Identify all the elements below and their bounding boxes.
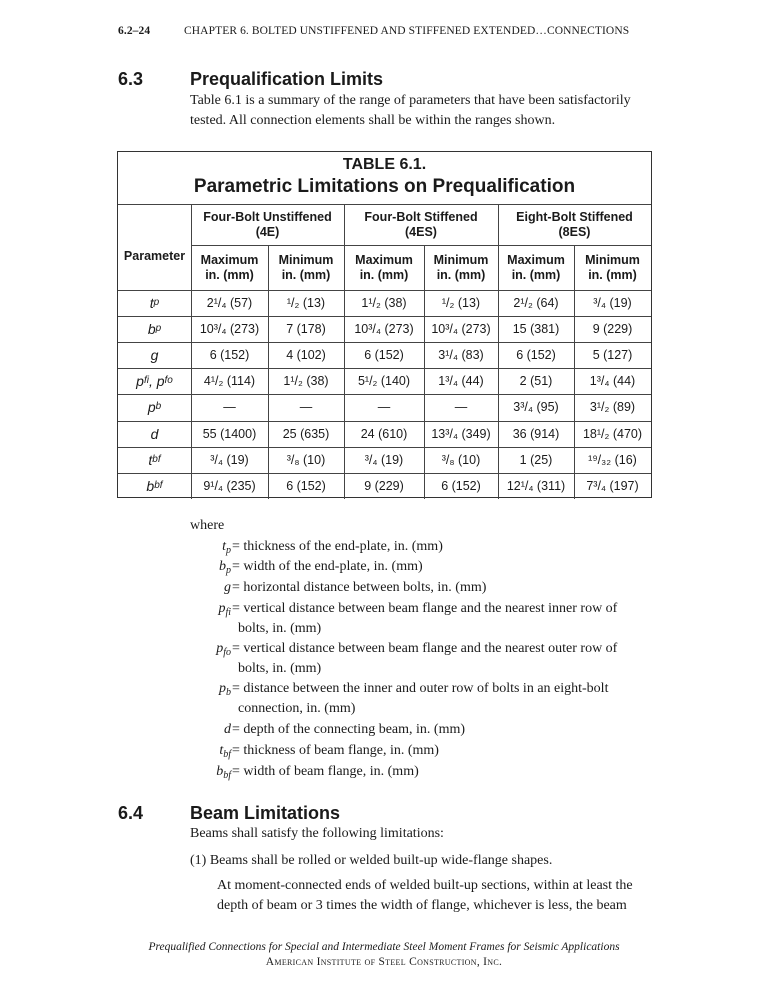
group-header-code: (8ES) <box>558 224 591 239</box>
symbol: d <box>150 425 159 442</box>
section-paragraph: At moment-connected ends of welded built-up sections, within at least the depth of beam or 3 times the width of flange, whichever is less, the beam <box>217 878 633 913</box>
table-cell: 5 (127) <box>592 348 633 363</box>
column-header-type: Maximum <box>355 252 413 267</box>
column-header <box>424 247 498 288</box>
parameter-symbol: p fi , p fo <box>136 373 173 390</box>
definition-line-2: bolts, in. (mm) <box>238 660 322 676</box>
equals-sign: = <box>232 580 244 595</box>
equals-sign: = <box>232 743 244 758</box>
column-header-unit: in. (mm) <box>281 267 331 282</box>
group-header-code: (4E) <box>255 224 280 239</box>
parametric-table <box>117 151 652 498</box>
definition-symbol: d <box>224 722 231 737</box>
table-cell: 36 (914) <box>512 426 560 441</box>
table-cell: 24 (610) <box>360 426 408 441</box>
table-cell: 4¹/₂ (114) <box>203 374 256 389</box>
column-header-type: Minimum <box>585 252 640 267</box>
definition-symbol: $p_{fo}$ <box>216 641 231 658</box>
table-cell: ³/₈ (10) <box>441 452 481 467</box>
equals-sign: = <box>232 559 244 574</box>
table-cell: ³/₄ (19) <box>210 452 249 467</box>
table-cell: 2 (51) <box>519 374 553 389</box>
table-cell: ¹⁹/₃₂ (16) <box>588 452 637 467</box>
definition-text <box>232 741 662 761</box>
table-cell: 6 (152) <box>209 348 250 363</box>
parameter-symbol: t bf <box>148 451 161 468</box>
table-cell: 18¹/₂ (470) <box>582 426 643 441</box>
page-number: 6.2–24 <box>118 25 151 37</box>
definition-line: horizontal distance between bolts, in. (mm) <box>243 580 487 595</box>
column-header <box>498 247 574 288</box>
table-cell: — <box>454 400 468 415</box>
definition-symbol: $p_{fi}$ <box>218 601 231 618</box>
definition-text <box>232 639 662 678</box>
group-header-code: (4ES) <box>405 224 437 239</box>
definition-subscript: fi <box>225 607 231 618</box>
definition-subscript: p <box>226 545 231 556</box>
table-label: TABLE 6.1. <box>342 156 427 173</box>
column-header <box>268 247 344 288</box>
table-cell: 9¹/₄ (235) <box>203 478 256 493</box>
table-cell: ³/₄ (19) <box>364 452 404 467</box>
footer-publisher: American Institute of Steel Construction, Inc. <box>265 956 503 968</box>
column-header-type: Maximum <box>507 252 565 267</box>
definition-line: distance between the inner and outer row of bolts in an eight-bolt <box>243 681 609 696</box>
column-header-type: Minimum <box>278 252 334 267</box>
table-cell: 5¹/₂ (140) <box>357 374 411 389</box>
table-cell: 2¹/₄ (57) <box>206 296 253 311</box>
table-cell: 6 (152) <box>441 478 481 493</box>
definition-text <box>232 578 662 598</box>
equals-sign: = <box>232 681 244 696</box>
parameter-header-label: Parameter <box>123 249 186 263</box>
definition-symbol: $b_{bf}$ <box>216 764 231 781</box>
table-cell: 55 (1400) <box>202 426 257 441</box>
definition-line: depth of the connecting beam, in. (mm) <box>243 722 466 737</box>
table-cell: 7 (178) <box>286 322 326 337</box>
footer-title: Prequalified Connections for Special and Intermediate Steel Moment Frames for Seismic Applications <box>148 941 620 953</box>
parameter-symbol: t p <box>149 295 160 312</box>
running-head <box>118 25 658 37</box>
parameter-symbol: p b <box>147 399 162 416</box>
table-cell: 3¹/₄ (83) <box>438 348 484 363</box>
column-header-type: Minimum <box>433 252 489 267</box>
table-cell: ¹/₂ (13) <box>441 296 481 311</box>
table-cell: 3¹/₂ (89) <box>589 400 636 415</box>
definition-line: vertical distance between beam flange and the nearest outer row of <box>243 641 618 656</box>
definition-symbol: $p_b$ <box>219 681 231 698</box>
definition-line: vertical distance between beam flange and the nearest inner row of <box>243 601 618 616</box>
chapter-title: CHAPTER 6. BOLTED UNSTIFFENED AND STIFFENED EXTENDED…CONNECTIONS <box>184 25 630 37</box>
table-rule-groups <box>191 245 651 246</box>
table-cell: 10³/₄ (273) <box>199 322 260 337</box>
definition-line: width of the end-plate, in. (mm) <box>243 559 423 574</box>
table-cell: 1 (25) <box>519 452 553 467</box>
definition-line: thickness of the end-plate, in. (mm) <box>243 539 443 554</box>
definition-subscript: bf <box>223 749 231 760</box>
column-header-unit: in. (mm) <box>588 267 637 282</box>
column-header <box>574 247 651 288</box>
definition-line-2: connection, in. (mm) <box>238 700 356 716</box>
symbol: p <box>147 399 156 416</box>
table-cell: 9 (229) <box>364 478 404 493</box>
equals-sign: = <box>232 764 244 779</box>
section-number-2: 6.4 <box>118 803 144 823</box>
definition-line-2: bolts, in. (mm) <box>238 620 322 636</box>
table-rule-title <box>118 204 651 205</box>
definition-symbol: $b_p$ <box>219 559 231 576</box>
section-number: 6.3 <box>118 69 144 89</box>
table-cell: 6 (152) <box>286 478 326 493</box>
section-title: Prequalification Limits <box>190 69 384 89</box>
symbol: t <box>149 295 154 312</box>
table-cell: 13³/₄ (349) <box>431 426 491 441</box>
table-cell: 7³/₄ (197) <box>586 478 639 493</box>
definition-line: thickness of beam flange, in. (mm) <box>243 743 439 758</box>
table-cell: 12¹/₄ (311) <box>506 478 566 493</box>
equals-sign: = <box>232 722 244 737</box>
parameter-symbol <box>118 421 191 447</box>
table-cell: 15 (381) <box>512 322 560 337</box>
symbol: g <box>150 347 159 364</box>
symbol: b <box>146 477 155 494</box>
definition-subscript: bf <box>223 770 231 781</box>
symbol: b <box>147 321 156 338</box>
section-intro: Beams shall satisfy the following limitations: <box>190 826 444 841</box>
column-header-unit: in. (mm) <box>436 267 486 282</box>
table-cell: — <box>377 400 391 415</box>
table-cell: 2¹/₂ (64) <box>513 296 559 311</box>
table-cell: 1³/₄ (44) <box>438 374 484 389</box>
column-header <box>344 247 424 288</box>
column-header <box>191 247 268 288</box>
symbol: p <box>136 373 144 390</box>
definition-text <box>232 599 662 638</box>
parameter-symbol: b bf <box>146 477 163 494</box>
symbol-2: , p <box>148 373 165 390</box>
table-title: Parametric Limitations on Prequalification <box>193 176 576 197</box>
table-cell: ³/₄ (19) <box>593 296 632 311</box>
group-header-name: Four-Bolt Stiffened <box>364 209 478 224</box>
table-cell: 1¹/₂ (38) <box>283 374 329 389</box>
table-cell: 1³/₄ (44) <box>589 374 636 389</box>
section-body: Table 6.1 is a summary of the range of parameters that have been satisfactorily tested. All connection elements shall be within the ranges shown. <box>190 93 631 128</box>
section-title-2: Beam Limitations <box>190 803 341 823</box>
table-cell: — <box>299 400 313 415</box>
definition-text <box>232 720 662 740</box>
column-header-unit: in. (mm) <box>511 267 561 282</box>
list-item-1: (1) Beams shall be rolled or welded built-up wide-flange shapes. <box>190 853 553 868</box>
definition-text <box>232 557 662 577</box>
definition-symbol: $t_p$ <box>222 539 231 556</box>
table-cell: 10³/₄ (273) <box>354 322 414 337</box>
group-header-name: Eight-Bolt Stiffened <box>516 209 633 224</box>
table-cell: 3³/₄ (95) <box>513 400 559 415</box>
definition-subscript: p <box>226 565 231 576</box>
parameter-header <box>118 245 191 290</box>
definition-text <box>232 537 662 557</box>
equals-sign: = <box>232 539 244 554</box>
equals-sign: = <box>232 641 244 656</box>
parameter-symbol: b p <box>147 321 162 338</box>
table-cell: 10³/₄ (273) <box>431 322 491 337</box>
group-header <box>191 206 344 243</box>
group-header <box>498 206 651 243</box>
symbol: t <box>148 451 153 468</box>
column-header-unit: in. (mm) <box>359 267 409 282</box>
definition-text <box>232 679 662 718</box>
table-cell: ³/₈ (10) <box>286 452 326 467</box>
column-header-type: Maximum <box>200 252 259 267</box>
definition-subscript: fo <box>223 647 231 658</box>
group-header-name: Four-Bolt Unstiffened <box>203 209 332 224</box>
table-cell: 25 (635) <box>282 426 330 441</box>
group-header <box>344 206 498 243</box>
parameter-symbol <box>118 342 191 368</box>
definition-symbol: g <box>224 580 231 595</box>
table-cell: 6 (152) <box>364 348 404 363</box>
table-cell: 1¹/₂ (38) <box>361 296 407 311</box>
table-cell: 6 (152) <box>516 348 556 363</box>
table-cell: — <box>223 400 236 415</box>
where-label: where <box>190 518 225 533</box>
definition-subscript: b <box>226 687 231 698</box>
column-header-unit: in. (mm) <box>205 267 254 282</box>
footer <box>0 940 768 970</box>
table-cell: ¹/₂ (13) <box>286 296 326 311</box>
table-cell: 9 (229) <box>592 322 633 337</box>
table-cell: 4 (102) <box>286 348 326 363</box>
definition-symbol: $t_{bf}$ <box>219 743 231 760</box>
definition-text <box>232 762 662 782</box>
definition-line: width of beam flange, in. (mm) <box>243 764 419 779</box>
equals-sign: = <box>232 601 244 616</box>
